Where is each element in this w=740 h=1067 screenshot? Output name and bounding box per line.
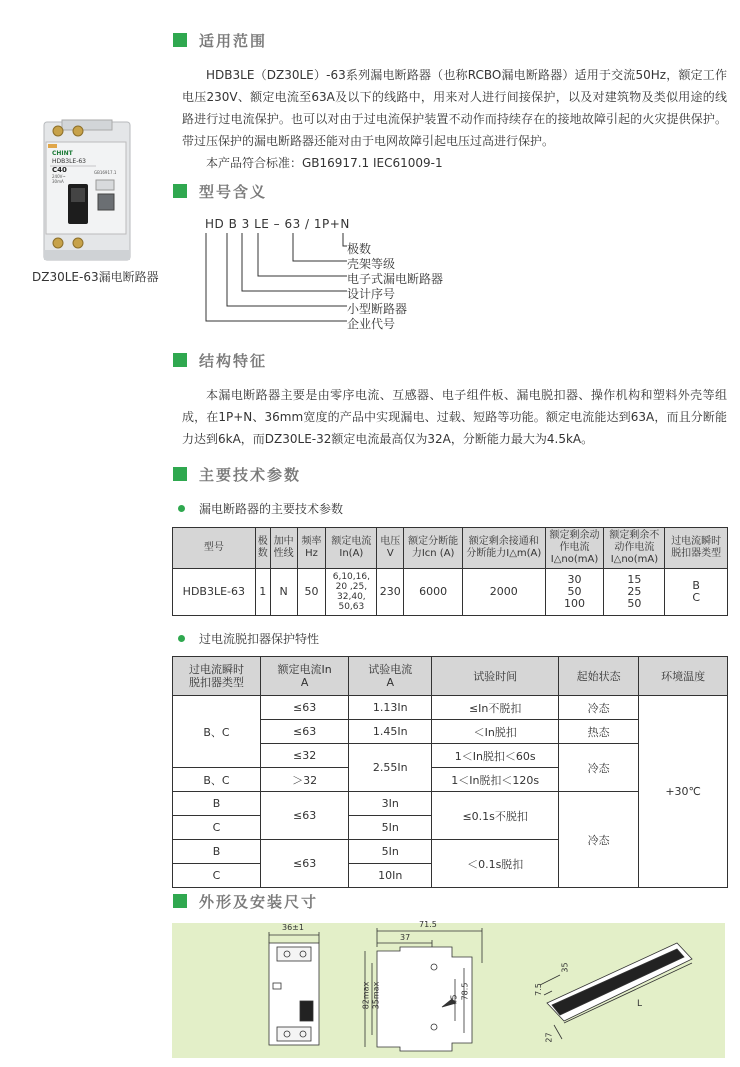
table-cell: HDB3LE-63 [173, 569, 256, 616]
table-cell: ≤32 [261, 744, 349, 768]
table-cell: ＜0.1s脱扣 [432, 840, 559, 888]
structure-text: 本漏电断路器主要是由零序电流、互感器、电子组件板、漏电脱扣器、操作机构和塑料外壳等组成，在1P+N、36mm宽度的产品中实现漏电、过载、短路等功能。额定电流能达到63A，而且分断能力达到6kA，而DZ30LE-32额定电流最高仅为32A，分断能力最大为4.5kA。 [182, 388, 727, 446]
table-header: 试验时间 [432, 657, 559, 696]
table-cell: 1＜In脱扣＜120s [432, 768, 559, 792]
table-cell: 30 50 100 [545, 569, 604, 616]
table-header: 额定剩余不动作电流I△no(mA) [604, 528, 665, 569]
table-cell: ≤63 [261, 696, 349, 720]
dimensions-panel [172, 920, 725, 1058]
main-params-table [172, 527, 728, 616]
section-title: 外形及安装尺寸 [199, 892, 319, 911]
table-cell: 冷态 [559, 792, 639, 888]
table-cell: ＞32 [261, 768, 349, 792]
trip-characteristics-table [172, 656, 728, 888]
table-cell: 冷态 [559, 744, 639, 792]
params-bullet-2 [178, 630, 319, 647]
table-cell: 50 [297, 569, 326, 616]
table-cell: 1.13In [349, 696, 432, 720]
bullet-dot-icon [178, 505, 185, 512]
section-scope-heading [173, 30, 267, 50]
table-cell: 3In [349, 792, 432, 816]
section-model-heading [173, 181, 267, 201]
table-header: 型号 [173, 528, 256, 569]
product-caption: DZ30LE-63漏电断路器 [32, 270, 159, 284]
bullet-text: 漏电断路器的主要技术参数 [199, 502, 344, 516]
model-code: HD B 3 LE – 63 / 1P+N [205, 217, 350, 231]
model-label-mcb: 小型断路器 [347, 302, 408, 316]
product-line2: 30mA [52, 179, 64, 184]
table-cell: B [173, 840, 261, 864]
table-header: 过电流瞬时 脱扣器类型 [173, 657, 261, 696]
dim-height-max: 82max [361, 981, 371, 1010]
section-title: 适用范围 [199, 31, 268, 50]
product-std: GB16917.1 [94, 170, 117, 175]
model-label-design: 设计序号 [347, 287, 396, 301]
section-title: 结构特征 [199, 351, 268, 370]
table-cell: ≤In不脱扣 [432, 696, 559, 720]
bullet-text: 过电流脱扣器保护特性 [199, 632, 320, 646]
table-header: 加中性线 [270, 528, 297, 569]
table-cell: ＜In脱扣 [432, 720, 559, 744]
rail-dim-c: 27 [544, 1032, 554, 1043]
table-cell: 1＜In脱扣＜60s [432, 744, 559, 768]
table-cell: 热态 [559, 720, 639, 744]
table-header: 额定分断能力Icn (A) [404, 528, 463, 569]
table-cell: C [173, 816, 261, 840]
table-header: 环境温度 [639, 657, 728, 696]
table-header: 起始状态 [559, 657, 639, 696]
section-title: 主要技术参数 [199, 465, 302, 484]
table-header: 额定剩余动作电流I△no(mA) [545, 528, 604, 569]
section-params-heading [173, 464, 301, 484]
section-square-icon [173, 467, 187, 481]
product-line1: 240V~ [52, 174, 66, 179]
table-header: 极数 [255, 528, 270, 569]
dim-h45: 45 [449, 994, 459, 1005]
model-label-poles: 极数 [347, 242, 372, 256]
dim-side-depth: 37 [400, 933, 411, 942]
dim-h785: 78.5 [460, 982, 470, 1001]
table-cell: +30℃ [639, 696, 728, 888]
section-square-icon [173, 894, 187, 908]
product-brand: CHINT [52, 150, 73, 157]
section-dims-heading [173, 891, 318, 911]
model-label-frame: 壳架等级 [347, 257, 396, 271]
model-label-electronic: 电子式漏电断路器 [347, 272, 444, 286]
rail-dim-l: L [637, 999, 643, 1009]
dim-height-inner: 35max [371, 981, 381, 1010]
table-cell: B C [665, 569, 728, 616]
model-label-company: 企业代号 [347, 317, 396, 331]
table-row [173, 696, 728, 720]
product-photo [38, 118, 138, 263]
table-cell: 6000 [404, 569, 463, 616]
params-bullet-1 [178, 500, 343, 517]
table-cell: 15 25 50 [604, 569, 665, 616]
table-header: 过电流瞬时脱扣器类型 [665, 528, 728, 569]
table-cell: 6,10,16, 20 ,25, 32,40, 50,63 [326, 569, 377, 616]
table-cell: 冷态 [559, 696, 639, 720]
table-header-row [173, 528, 728, 569]
structure-paragraph [182, 384, 727, 450]
table-cell: B [173, 792, 261, 816]
table-cell: 1.45In [349, 720, 432, 744]
dim-front-width: 36±1 [282, 923, 304, 932]
section-square-icon [173, 353, 187, 367]
table-cell: ≤63 [261, 720, 349, 744]
table-header: 额定电流In A [261, 657, 349, 696]
table-header-row [173, 657, 728, 696]
scope-standard: 本产品符合标准：GB16917.1 IEC61009-1 [206, 156, 443, 170]
table-cell: B、C [173, 768, 261, 792]
rail-dim-b: 35 [560, 962, 570, 973]
scope-text: HDB3LE（DZ30LE）-63系列漏电断路器（也称RCBO漏电断路器）适用于交流50Hz，额定工作电压230V、额定电流至63A及以下的线路中，用来对人进行间接保护，以及对建筑物及类似用途的线路进行过电流保护。也可以对由于过电流保护装置不动作而持续存在的接地故障引起的火灾提供保护。带过压保护的漏电断路器还能对由于电网故障引起电压过高进行保护。 [182, 68, 727, 148]
product-rating: C40 [52, 166, 67, 174]
table-cell: C [173, 864, 261, 888]
section-structure-heading [173, 350, 267, 370]
table-cell: 230 [377, 569, 404, 616]
section-square-icon [173, 184, 187, 198]
table-header: 电压V [377, 528, 404, 569]
model-tree-lines [200, 233, 350, 328]
table-header: 额定剩余接通和分断能力I△m(A) [463, 528, 546, 569]
product-model: HDB3LE-63 [52, 158, 86, 165]
table-header: 额定电流In(A) [326, 528, 377, 569]
table-cell: ≤63 [261, 792, 349, 840]
dim-side-width: 71.5 [419, 920, 437, 929]
section-square-icon [173, 33, 187, 47]
table-header: 频率Hz [297, 528, 326, 569]
rail-dim-a: 7.5 [533, 983, 543, 996]
table-row [173, 569, 728, 616]
section-title: 型号含义 [199, 182, 268, 201]
table-cell: 10In [349, 864, 432, 888]
table-header: 试验电流 A [349, 657, 432, 696]
table-cell: 1 [255, 569, 270, 616]
table-cell: 2.55In [349, 744, 432, 792]
table-cell: B、C [173, 696, 261, 768]
table-cell: N [270, 569, 297, 616]
bullet-dot-icon [178, 635, 185, 642]
table-cell: 2000 [463, 569, 546, 616]
table-cell: 5In [349, 840, 432, 864]
table-cell: ≤63 [261, 840, 349, 888]
dimension-drawings [172, 923, 725, 1058]
table-cell: ≤0.1s不脱扣 [432, 792, 559, 840]
scope-paragraph [182, 64, 727, 174]
table-cell: 5In [349, 816, 432, 840]
